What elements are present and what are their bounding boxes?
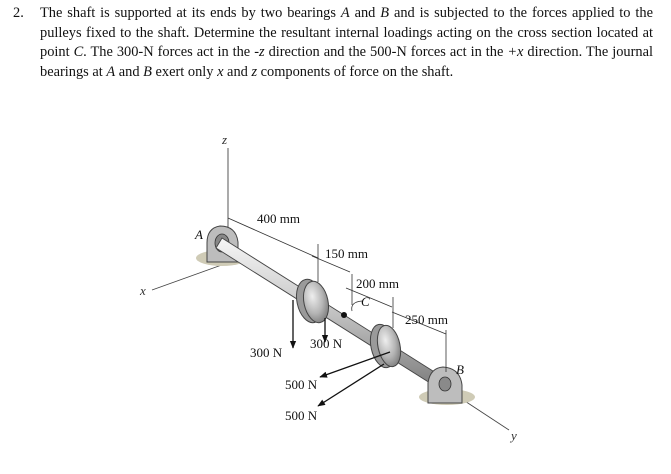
problem-text-segment: and <box>115 63 144 80</box>
z-axis-label: z <box>222 132 228 147</box>
y-axis-label: y <box>511 428 517 443</box>
problem-text-segment: and <box>223 63 252 80</box>
x-axis-label: x <box>140 283 146 298</box>
problem-text-segment: direction. The journal bearings at <box>40 44 653 80</box>
pulley-right <box>367 322 404 370</box>
problem-text-segment: and is subjected to the forces applied to the pulleys fixed to the shaft. Determine the resultant internal loadings acting on the cross section located at point <box>40 5 653 61</box>
force-500n-upper-label: 500 N <box>285 377 318 392</box>
force-500n-lower-label: 500 N <box>285 408 318 423</box>
force-500n-lower-arrow <box>318 364 384 406</box>
problem-text-segment: . The 300-N forces act in the <box>83 44 255 61</box>
force-300n-left-label: 300 N <box>250 345 283 360</box>
problem-text-segment: direction and the 500-N forces act in the <box>264 44 508 61</box>
problem-variable: z <box>251 63 258 80</box>
problem-variable: +x <box>507 44 524 61</box>
point-c-label: C <box>361 294 370 309</box>
point-c-marker <box>341 312 347 318</box>
problem-variable: A <box>340 5 350 21</box>
problem-number: 2. <box>13 5 24 21</box>
problem-variable: B <box>143 63 152 80</box>
point-b-label: B <box>456 362 464 377</box>
point-a-label: A <box>195 227 203 242</box>
dim-200-label: 200 mm <box>356 276 399 291</box>
dim-150-label: 150 mm <box>325 246 368 261</box>
dim-400-label: 400 mm <box>257 211 300 226</box>
problem-text-segment: and <box>349 5 381 21</box>
problem-variable: B <box>380 5 390 21</box>
problem-variable: C <box>73 44 84 61</box>
problem-text-segment: exert only <box>151 63 218 80</box>
problem-variable: A <box>106 63 116 80</box>
problem-text-segment: components of force on the shaft. <box>257 63 454 80</box>
problem-variable: -z <box>254 44 265 61</box>
x-axis <box>152 262 230 290</box>
problem-text-segment: The shaft is supported at its ends by two bearings <box>40 5 341 21</box>
dim-250-label: 250 mm <box>405 312 448 327</box>
problem-variable: x <box>217 63 224 80</box>
force-300n-right-label: 300 N <box>310 336 343 351</box>
pulley-left <box>293 277 332 325</box>
